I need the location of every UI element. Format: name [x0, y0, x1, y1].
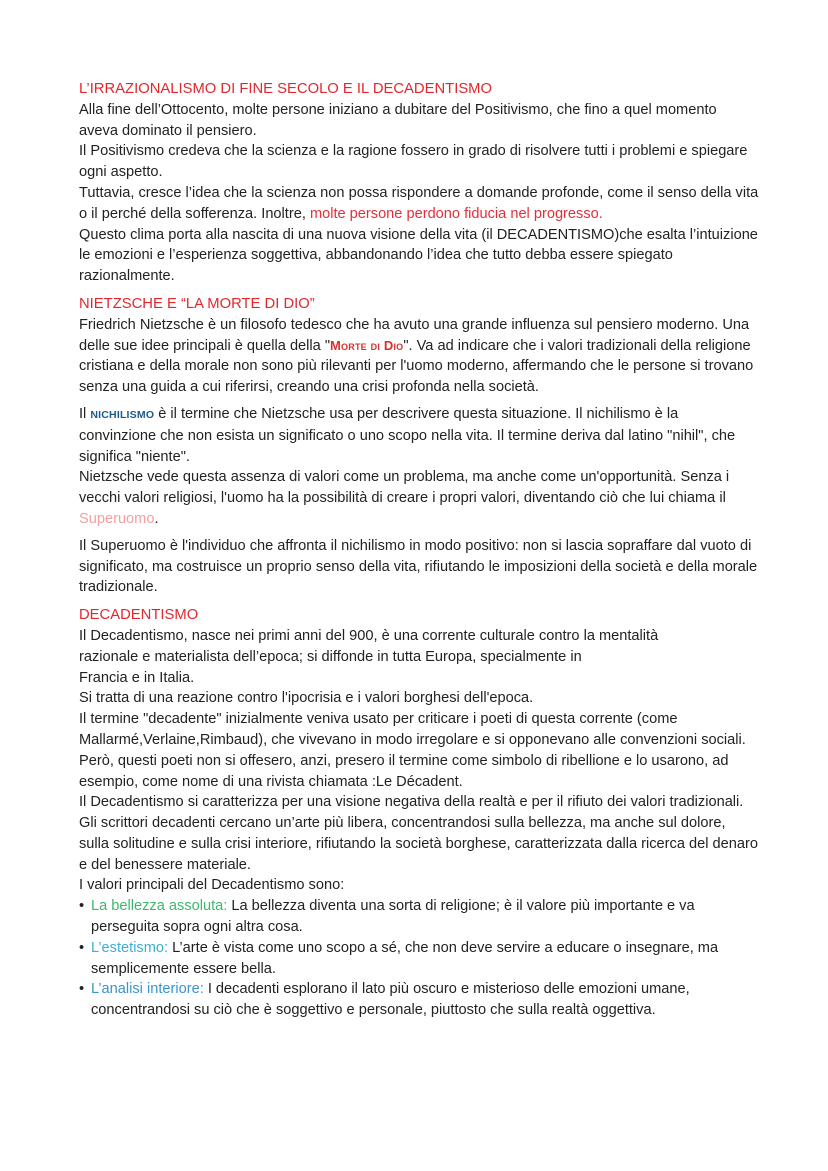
paragraph: Si tratta di una reazione contro l'ipocrisia e i valori borghesi dell'epoca.	[79, 690, 534, 707]
text: Nietzsche vede questa assenza di valori come un problema, ma anche come un'opportunità. Senza i vecchi valori religiosi, l'uomo ha la possibilità di creare i propri valori, diventando ciò che lui chiama il	[79, 469, 730, 507]
document-page	[79, 79, 759, 1028]
section-title: NIETZSCHE E “LA MORTE DI DIO”	[79, 295, 315, 312]
value-text: I decadenti esplorano il lato più oscuro e misterioso delle emozioni umane, concentrandosi su ciò che è soggettivo e personale, piuttosto che sulla realtà oggettiva.	[91, 981, 690, 1019]
paragraph: Il Superuomo è l'individuo che affronta il nichilismo in modo positivo: non si lascia sopraffare dal vuoto di significato, ma costruisce un proprio senso della vita, rifiutando le imposizioni della società e della morale tradizionale.	[79, 537, 758, 596]
section-title: L’IRRAZIONALISMO DI FINE SECOLO E IL DECADENTISMO	[79, 81, 493, 97]
text: Il	[79, 405, 91, 422]
paragraph	[79, 404, 759, 467]
paragraph: Questo clima porta alla nascita di una nuova visione della vita (il DECADENTISMO)che esalta l’intuizione le emozioni e l’esperienza soggettiva, abbandonando l’idea che tutto debba essere spiegato razionalmente.	[79, 226, 758, 285]
paragraph: I valori principali del Decadentismo sono:	[79, 877, 345, 894]
term-superuomo: Superuomo	[79, 510, 155, 527]
list-item	[79, 938, 759, 980]
values-list	[79, 896, 759, 1021]
highlighted-text: molte persone perdono fiducia nel progresso.	[309, 205, 603, 222]
value-term: La bellezza assoluta:	[91, 898, 228, 915]
paragraph: Alla fine dell’Ottocento, molte persone iniziano a dubitare del Positivismo, che fino a quel momento aveva dominato il pensiero.	[79, 101, 717, 139]
text: Friedrich Nietzsche è un filosofo tedesco che ha avuto una grande influenza sul pensiero moderno. Una delle sue idee principali è quella della "	[79, 316, 750, 354]
list-item	[79, 979, 759, 1021]
section-irrazionalismo	[79, 79, 759, 287]
section-nietzsche	[79, 294, 759, 598]
paragraph	[79, 467, 759, 529]
term-nichilismo: NICHILISMO	[90, 408, 155, 421]
text: è il termine che Nietzsche usa per descrivere questa situazione. Il nichilismo è la convinzione che non esista un significato o uno scopo nella vita. Il termine deriva dal latino "nihil", che significa "niente".	[79, 405, 736, 465]
paragraph: Il Decadentismo si caratterizza per una visione negativa della realtà e per il rifiuto dei valori tradizionali.	[79, 794, 744, 811]
paragraph	[79, 315, 759, 398]
term-morte-di-dio: Morte di Dio	[330, 337, 404, 353]
value-term: L’analisi interiore:	[91, 981, 204, 998]
text: Tuttavia, cresce l’idea che la scienza non possa rispondere a domande profonde, come il senso della vita o il perché della sofferenza. Inoltre,	[79, 184, 759, 222]
value-term: L’estetismo:	[91, 939, 169, 956]
paragraph: Il Positivismo credeva che la scienza e la ragione fossero in grado di risolvere tutti i problemi e spiegare ogni aspetto.	[79, 143, 748, 181]
value-text: L’arte è vista come uno scopo a sé, che non deve servire a educare o insegnare, ma semplicemente essere bella.	[91, 939, 719, 977]
section-decadentismo	[79, 605, 759, 1021]
paragraph: Francia e in Italia.	[79, 669, 195, 686]
paragraph: Il Decadentismo, nasce nei primi anni del 900, è una corrente culturale contro la mentalità razionale e materialista dell’epoca; si diffonde in tutta Europa, specialmente in	[79, 627, 659, 665]
list-item	[79, 896, 759, 938]
section-title: DECADENTISMO	[79, 607, 199, 624]
paragraph: Il termine "decadente" inizialmente veniva usato per criticare i poeti di questa corrente (come Mallarmé,Verlaine,Rimbaud), che vivevano in modo irregolare e si opponevano alle convenzioni sociali.	[79, 711, 746, 748]
paragraph: Gli scrittori decadenti cercano un’arte più libera, concentrandosi sulla bellezza, ma anche sul dolore, sulla solitudine e sulla crisi interiore, rifiutando la società borghese, caratterizzata dalla ricerca del denaro e del benessere materiale.	[79, 815, 758, 873]
text: .	[154, 510, 159, 527]
text: ". Va ad indicare che i valori tradizionali della religione cristiana e della morale non sono più rilevanti per l'uomo moderno, affermando che le persone si trovano senza una guida a cui riferirsi, creando una crisi profonda nella società.	[79, 337, 754, 396]
paragraph	[79, 183, 759, 225]
paragraph: Però, questi poeti non si offesero, anzi, presero il termine come simbolo di ribellione e lo usarono, ad esempio, come nome di una rivista chiamata :Le Décadent.	[79, 752, 729, 790]
value-text: La bellezza diventa una sorta di religione; è il valore più importante e va perseguita sopra ogni altra cosa.	[91, 898, 695, 936]
